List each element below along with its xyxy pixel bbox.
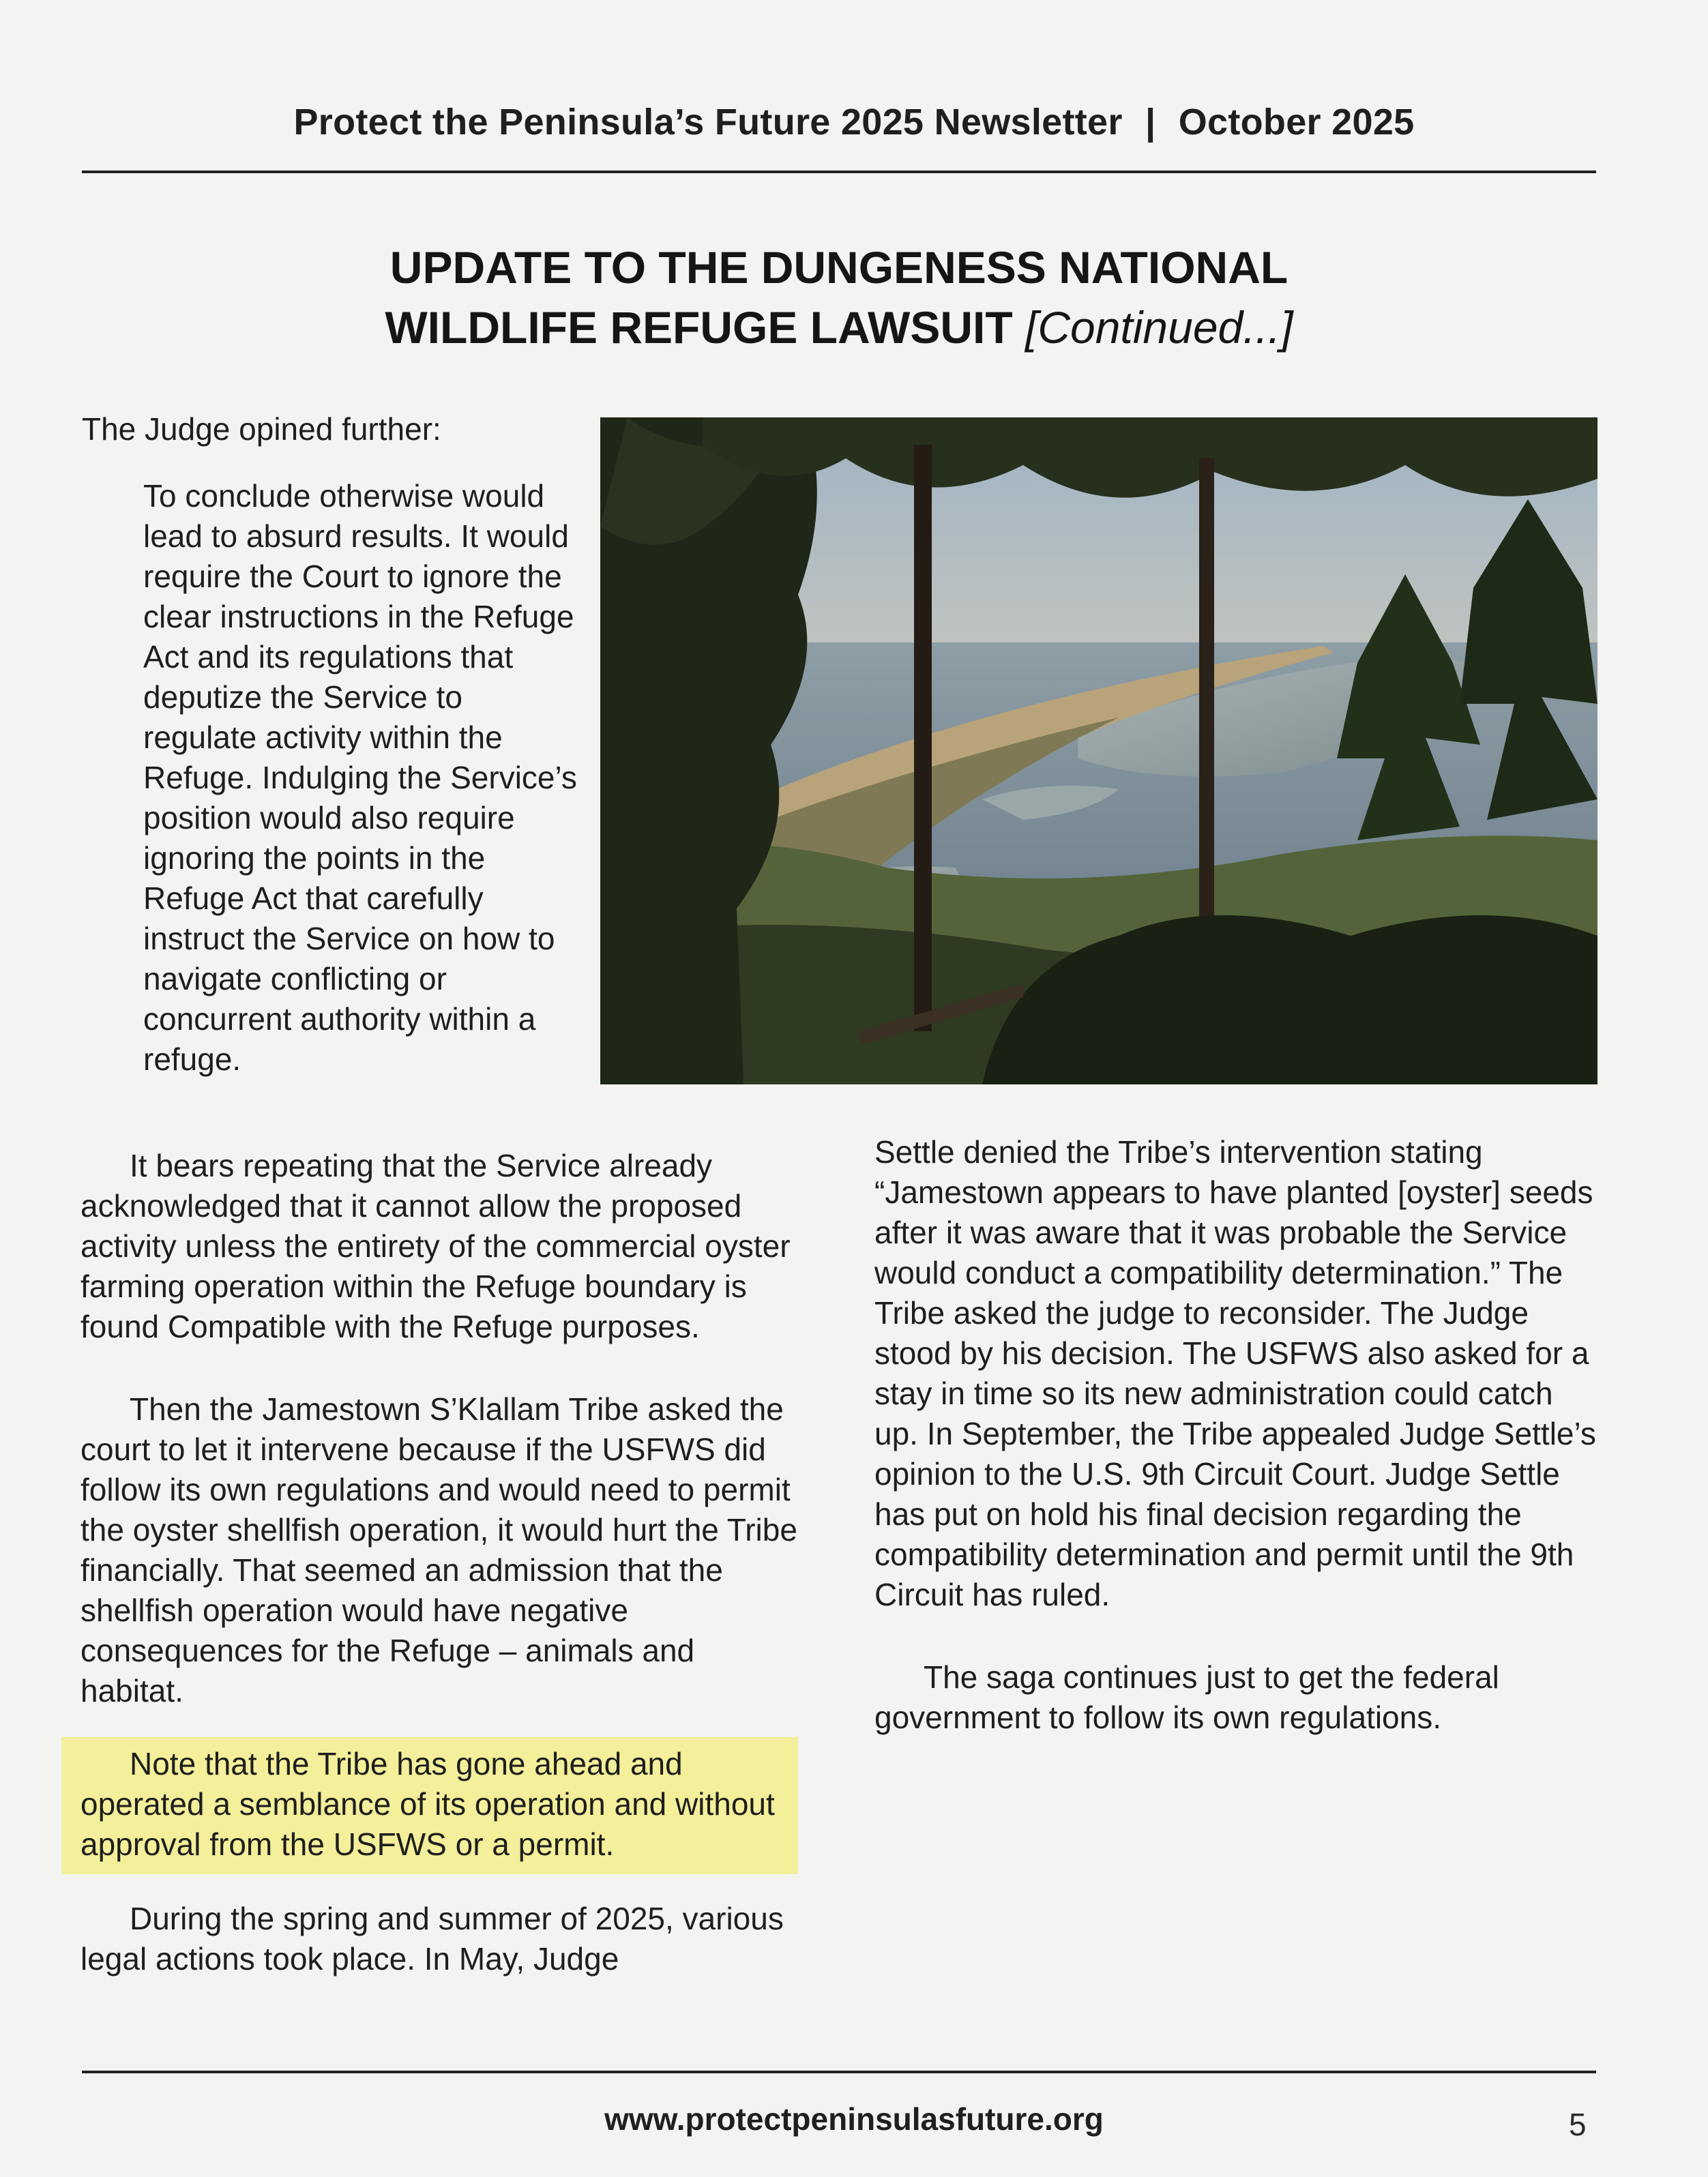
paragraph-tribe-intervene: Then the Jamestown S’Klallam Tribe asked the court to let it intervene because if the USFWS did follow its own regulations and would need to permit the oyster shellfish operation, it would hurt the Tribe financially. That seemed an admission that the shellfish operation would have negative consequences for the Refuge – animals and habitat. <box>80 1391 797 1708</box>
page-number: 5 <box>1569 2107 1587 2142</box>
footer-rule <box>82 2071 1596 2073</box>
newsletter-date: October 2025 <box>1178 102 1415 143</box>
website-url[interactable]: www.protectpeninsulasfuture.org <box>604 2101 1104 2137</box>
paragraph-saga-continues: The saga continues just to get the federal government to follow its own regulations. <box>874 1659 1499 1735</box>
judge-quote: To conclude otherwise would lead to absurd results. It would require the Court to ignore the clear instructions in the Refuge Act and its regulations that deputize the Service to regulate activity within the Refuge. Indulging the Service’s position would also require ignoring the points in the Refuge Act that carefully instruct the Service on how to navigate conflicting or concurrent authority within a refuge. <box>143 478 577 1077</box>
newsletter-header <box>0 101 1708 143</box>
newsletter-title: Protect the Peninsula’s Future 2025 Newsletter <box>293 102 1123 143</box>
dungeness-spit-photo <box>600 417 1597 1084</box>
highlighted-note: Note that the Tribe has gone ahead and operated a semblance of its operation and without approval from the USFWS or a permit. <box>61 1737 798 1874</box>
article-title-line1: UPDATE TO THE DUNGENESS NATIONAL <box>389 242 1289 293</box>
continued-marker: [Continued...] <box>1025 302 1293 353</box>
article-title-line2-text: WILDLIFE REFUGE LAWSUIT <box>385 302 1013 353</box>
lead-line: The Judge opined further: <box>82 411 441 447</box>
article-title <box>136 237 1542 357</box>
right-column <box>874 1132 1597 1738</box>
paragraph-legal-actions: During the spring and summer of 2025, various legal actions took place. In May, Judge <box>80 1901 784 1976</box>
paragraph-settle-denied: Settle denied the Tribe’s intervention stating “Jamestown appears to have planted [oyster] seeds after it was aware that it was probable the Service would conduct a compatibility determination.” The Tribe asked the judge to reconsider. The Judge stood by his decision. The USFWS also asked for a stay in time so its new administration could catch up. In September, the Tribe appealed Judge Settle’s opinion to the U.S. 9th Circuit Court. Judge Settle has put on hold his final decision regarding the compatibility determination and permit until the 9th Circuit has ruled. <box>874 1134 1596 1612</box>
header-rule <box>82 171 1596 173</box>
paragraph-service-acknowledged: It bears repeating that the Service already acknowledged that it cannot allow the proposed activity unless the entirety of the commercial oyster farming operation within the Refuge boundary is found Compatible with the Refuge purposes. <box>80 1148 791 1344</box>
left-column <box>80 1146 804 1979</box>
photo-illustration <box>600 417 1597 1084</box>
article-title-line2 <box>136 297 1542 357</box>
header-separator: | <box>1145 102 1156 143</box>
